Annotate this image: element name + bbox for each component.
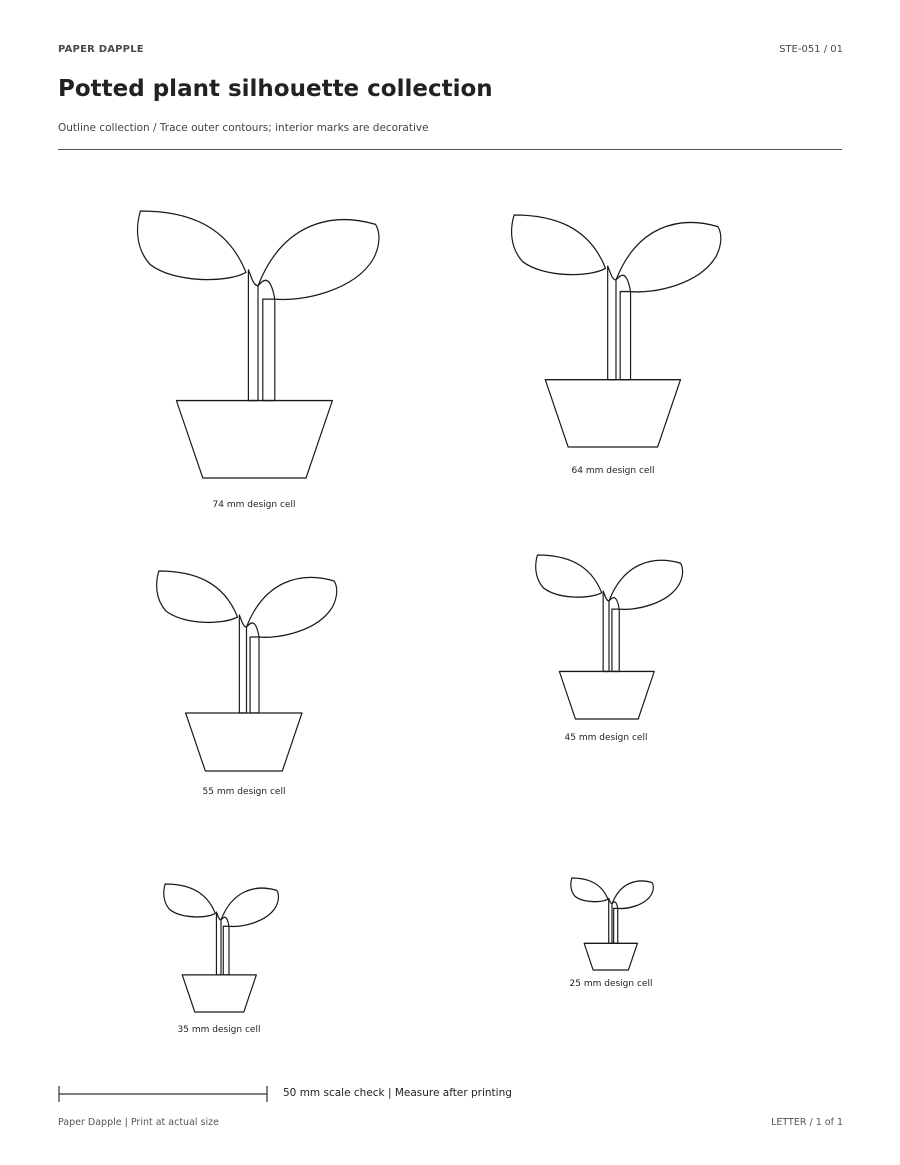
cell-caption-45mm: 45 mm design cell <box>564 733 648 743</box>
plant-silhouette-64mm <box>512 215 720 447</box>
cell-caption-74mm: 74 mm design cell <box>212 500 296 510</box>
cell-caption-25mm: 25 mm design cell <box>569 979 653 989</box>
page-title: Potted plant silhouette collection <box>58 76 493 102</box>
plant-silhouette-55mm <box>157 571 336 771</box>
plant-silhouette-35mm <box>164 884 278 1012</box>
scale-check-label: 50 mm scale check | Measure after printing <box>283 1087 512 1099</box>
sheet-id: STE-051 / 01 <box>779 44 843 55</box>
page-subtitle: Outline collection / Trace outer contours; interior marks are decorative <box>58 122 429 134</box>
header-divider <box>58 149 842 150</box>
cell-caption-55mm: 55 mm design cell <box>202 787 286 797</box>
plant-silhouette-74mm <box>138 211 378 478</box>
brand-label: PAPER DAPPLE <box>58 44 144 55</box>
scale-check-bar <box>58 1085 270 1103</box>
footer-note: Paper Dapple | Print at actual size <box>58 1117 219 1128</box>
plant-silhouette-45mm <box>536 555 682 719</box>
page-counter: LETTER / 1 of 1 <box>771 1117 843 1128</box>
cell-caption-64mm: 64 mm design cell <box>571 466 655 476</box>
plant-silhouette-25mm <box>571 878 653 970</box>
cell-caption-35mm: 35 mm design cell <box>177 1025 261 1035</box>
